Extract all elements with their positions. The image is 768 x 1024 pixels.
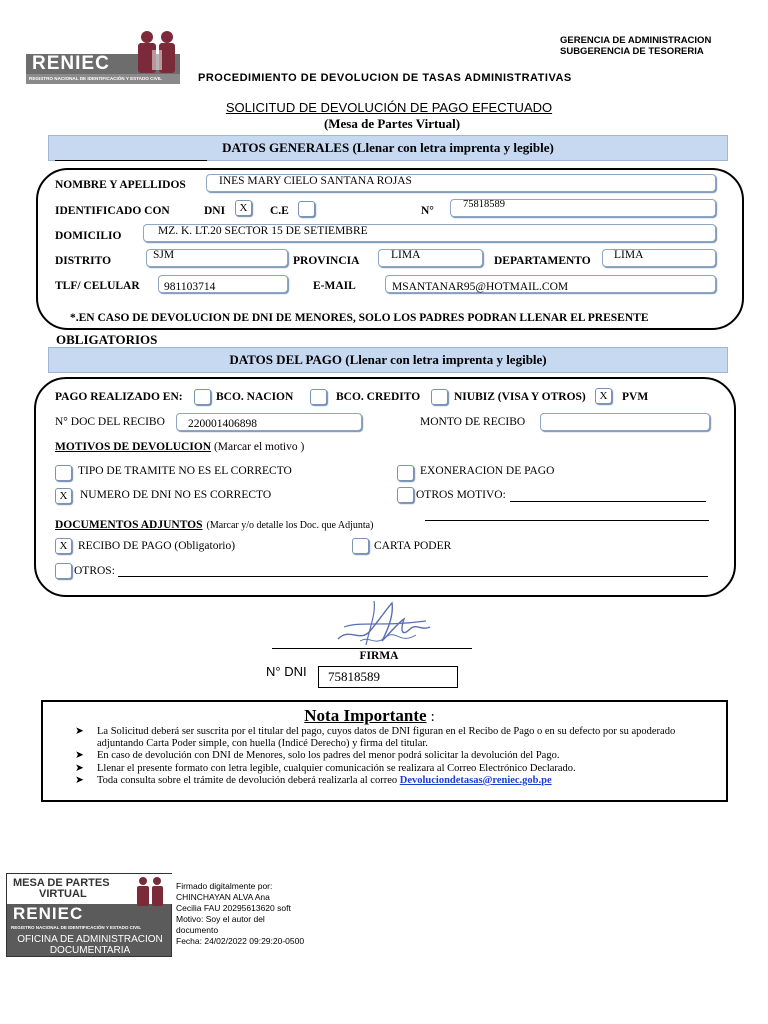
nombre-value: INES MARY CIELO SANTANA ROJAS	[219, 175, 412, 187]
recibo-label: RECIBO DE PAGO (Obligatorio)	[78, 540, 236, 552]
motivo-tramite-label: TIPO DE TRAMITE NO ES EL CORRECTO	[78, 465, 292, 477]
otros-checkbox[interactable]	[55, 563, 72, 579]
bco-credito-label: BCO. CREDITO	[336, 391, 421, 403]
provincia-label: PROVINCIA	[293, 255, 360, 267]
nota-list	[75, 726, 721, 787]
motivo-otros-checkbox[interactable]	[397, 487, 414, 503]
datos-pago-band: DATOS DEL PAGO (Llenar con letra imprenta y legible)	[48, 347, 728, 373]
pvm-checkbox[interactable]: X	[595, 388, 612, 404]
niubiz-label: NIUBIZ (VISA Y OTROS)	[454, 391, 586, 403]
motivo-otros-line[interactable]	[510, 501, 706, 502]
bco-credito-checkbox[interactable]	[310, 389, 327, 405]
logo-subtext: REGISTRO NACIONAL DE IDENTIFICACIÓN Y ESTADO CIVIL	[29, 76, 162, 81]
reniec-logo	[26, 28, 180, 86]
dni-checkbox[interactable]: X	[235, 200, 252, 216]
pvm-label: PVM	[622, 391, 649, 403]
mesa-partes-stamp	[6, 873, 172, 957]
distrito-value: SJM	[153, 249, 175, 261]
stamp-logo-subtext: REGISTRO NACIONAL DE IDENTIFICACIÓN Y ESTADO CIVIL	[11, 925, 142, 930]
devolucion-email-link[interactable]: Devoluciondetasas@reniec.gob.pe	[399, 774, 552, 786]
domicilio-label: DOMICILIO	[55, 230, 122, 242]
otros-line[interactable]	[118, 576, 708, 577]
nota-title: Nota Importante	[304, 706, 427, 725]
provincia-value: LIMA	[391, 249, 421, 261]
telefono-label: TLF/ CELULAR	[55, 280, 140, 292]
motivo-dni-checkbox[interactable]: X	[55, 488, 72, 504]
datos-pago-frame	[34, 377, 736, 597]
departamento-value: LIMA	[614, 249, 644, 261]
bullet-arrow-icon: ➤	[75, 762, 84, 774]
nota-box	[41, 700, 728, 802]
procedimiento-title: PROCEDIMIENTO DE DEVOLUCION DE TASAS ADMINISTRATIVAS	[198, 72, 572, 84]
stamp-title-line2: VIRTUAL	[39, 888, 87, 900]
nota-item: ➤ Toda consulta sobre el trámite de devolución deberá realizarla al correo Devoluciondetasas@reniec.gob.pe	[75, 774, 552, 786]
doc-recibo-label: N° DOC DEL RECIBO	[55, 416, 165, 428]
signature-scribble	[330, 597, 440, 653]
nombre-label: NOMBRE Y APELLIDOS	[55, 179, 186, 191]
reniec-people-icon	[133, 876, 167, 906]
bco-nacion-label: BCO. NACION	[216, 391, 294, 403]
monto-field[interactable]	[540, 413, 710, 431]
distrito-label: DISTRITO	[55, 255, 112, 267]
nota-heading	[43, 706, 726, 726]
telefono-value: 981103714	[164, 281, 216, 293]
email-label: E-MAIL	[313, 280, 356, 292]
motivos-heading	[55, 441, 304, 453]
stamp-title-line1: MESA DE PARTES	[13, 877, 110, 889]
ce-option-label: C.E	[270, 205, 289, 217]
documentos-hint: (Marcar y/o detalle los Doc. que Adjunta)	[206, 520, 374, 531]
firma-dni-value: 75818589	[328, 669, 380, 684]
stamp-logo-text: RENIEC	[13, 904, 84, 923]
ce-checkbox[interactable]	[298, 201, 315, 217]
obligatorios-label: OBLIGATORIOS	[56, 332, 158, 347]
identificado-label: IDENTIFICADO CON	[55, 205, 170, 217]
domicilio-value: MZ. K. LT.20 SECTOR 15 DE SETIEMBRE	[158, 225, 368, 237]
gerencia: GERENCIA DE ADMINISTRACION	[560, 35, 712, 46]
carta-checkbox[interactable]	[352, 538, 369, 554]
form-subtitle: (Mesa de Partes Virtual)	[323, 116, 461, 131]
carta-label: CARTA PODER	[374, 540, 452, 552]
nota-item: ➤ Llenar el presente formato con letra legible, cualquier comunicación se realizara al Correo Electrónico Declarado.	[75, 762, 576, 774]
nota-colon: :	[430, 709, 435, 725]
otros-label: OTROS:	[74, 565, 115, 577]
stamp-office-line1: OFICINA DE ADMINISTRACION	[17, 934, 163, 945]
nota-item: ➤ La Solicitud deberá ser suscrita por el titular del pago, cuyos datos de DNI figuran en el Recibo de Pago o en su defecto por su apoderado adjuntando Carta Poder simple, con huella (Indicé Derecho) y firma del titular.	[75, 726, 676, 750]
email-value: MSANTANAR95@HOTMAIL.COM	[392, 281, 569, 293]
subgerencia: SUBGERENCIA DE TESORERIA	[560, 46, 704, 57]
niubiz-checkbox[interactable]	[431, 389, 448, 405]
bullet-arrow-icon: ➤	[75, 774, 84, 786]
firma-dni-label: N° DNI	[266, 664, 307, 679]
motivos-hint: (Marcar el motivo )	[213, 441, 305, 453]
firma-label: FIRMA	[359, 650, 399, 662]
recibo-checkbox[interactable]: X	[55, 538, 72, 554]
motivos-title: MOTIVOS DE DEVOLUCION	[55, 441, 212, 453]
motivo-dni-label: NUMERO DE DNI NO ES CORRECTO	[80, 489, 272, 501]
departamento-label: DEPARTAMENTO	[494, 255, 591, 267]
numero-value: 75818589	[463, 199, 505, 210]
pago-label: PAGO REALIZADO EN:	[55, 391, 183, 403]
bco-nacion-checkbox[interactable]	[194, 389, 211, 405]
documentos-line[interactable]	[425, 520, 709, 521]
nota-menores: *.EN CASO DE DEVOLUCION DE DNI DE MENORES, SOLO LOS PADRES PODRAN LLENAR EL PRESENTE	[70, 312, 649, 324]
motivo-exoneracion-checkbox[interactable]	[397, 465, 414, 481]
dni-option-label: DNI	[204, 205, 226, 217]
doc-recibo-value: 220001406898	[188, 418, 257, 430]
monto-label: MONTO DE RECIBO	[420, 416, 526, 428]
documentos-heading	[55, 515, 373, 533]
documentos-title: DOCUMENTOS ADJUNTOS	[55, 519, 203, 531]
bullet-arrow-icon: ➤	[75, 726, 84, 737]
motivo-exoneracion-label: EXONERACION DE PAGO	[420, 465, 555, 477]
band-underline	[55, 160, 207, 161]
stamp-office-line2: DOCUMENTARIA	[49, 945, 131, 956]
numero-label: N°	[421, 205, 434, 217]
motivo-tramite-checkbox[interactable]	[55, 465, 72, 481]
bullet-arrow-icon: ➤	[75, 750, 84, 762]
firma-line	[272, 648, 472, 649]
form-title: SOLICITUD DE DEVOLUCIÓN DE PAGO EFECTUADO	[225, 100, 553, 115]
nota-item: ➤ En caso de devolución con DNI de Menores, solo los padres del menor podrá solicitar la devolución del Pago.	[75, 750, 560, 762]
motivo-otros-label: OTROS MOTIVO:	[416, 489, 506, 501]
datos-generales-band: DATOS GENERALES (Llenar con letra imprenta y legible)	[48, 135, 728, 161]
logo-text: RENIEC	[32, 53, 110, 74]
digital-signature-text: Firmado digitalmente por: CHINCHAYAN ALVA Ana Cecilia FAU 20295613620 soft Motivo: Soy el autor del documento Fecha: 24/02/2022 09:29:20-0500	[176, 881, 305, 946]
